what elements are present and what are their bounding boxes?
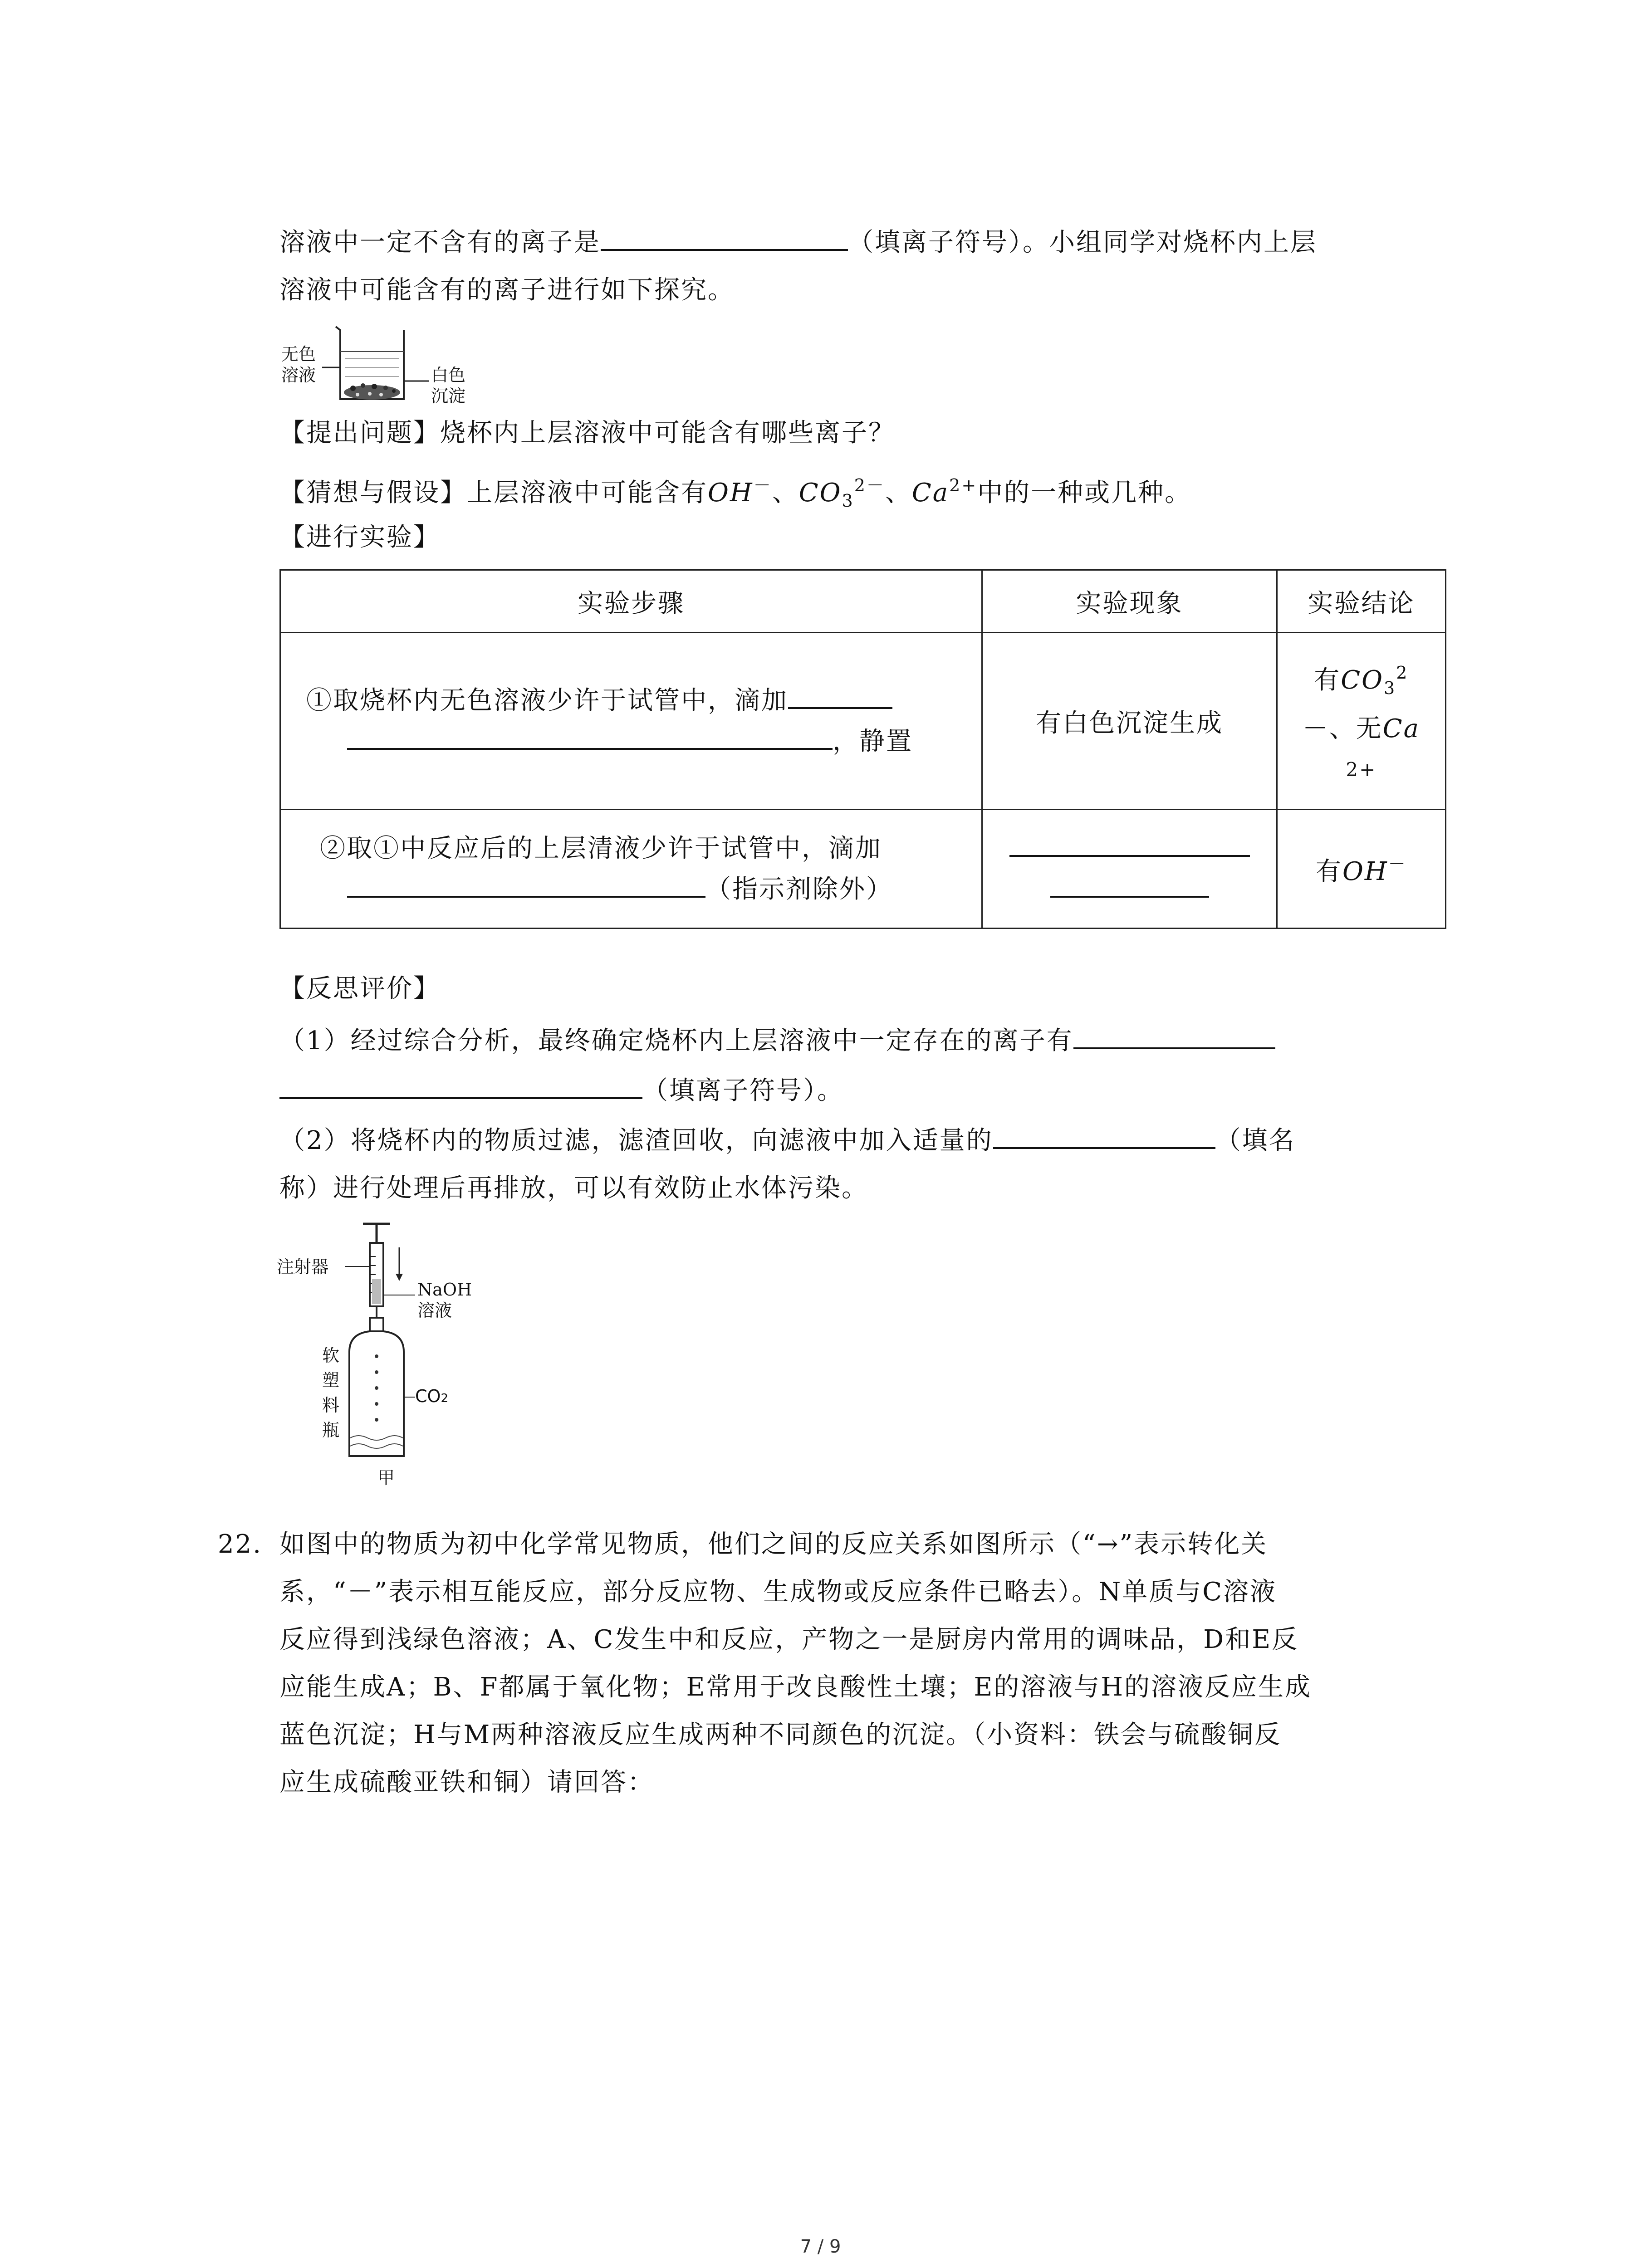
label-white: 白色 [431, 365, 466, 385]
syringe-bottle-icon [277, 1220, 531, 1492]
q22-line: 蓝色沉淀；H与M两种溶液反应生成两种不同颜色的沉淀。（小资料：铁会与硫酸铜反 [279, 1720, 1282, 1750]
label-colorless: 无色 [281, 344, 316, 364]
apparatus-figure [277, 1220, 531, 1492]
text: （填离子符号）。 [642, 1076, 844, 1105]
text: CO [415, 1386, 441, 1406]
header-phenomenon: 实验现象 [982, 570, 1277, 633]
label-solution: 溶液 [281, 365, 316, 385]
answer-blank[interactable] [347, 872, 705, 898]
label-syringe: 注射器 [277, 1257, 329, 1277]
text: （1）经过综合分析，最终确定烧杯内上层溶液中一定存在的离子有 [279, 1026, 1073, 1056]
text: ①取烧杯内无色溶液少许于试管中，滴加 [306, 685, 788, 715]
separator: 、 [772, 478, 799, 508]
section-head: 【进行实验】 [279, 523, 440, 552]
row1-step [280, 633, 982, 810]
experiment-table [279, 569, 1446, 929]
ion-ca: Ca [1382, 714, 1420, 743]
question-number: 22. [218, 1530, 263, 1559]
reflect-line-2 [279, 1073, 844, 1109]
text: 有 [1315, 857, 1342, 886]
beaker-figure [277, 318, 485, 413]
text: 溶液中一定不含有的离子是 [279, 228, 601, 257]
table-row [280, 633, 1446, 810]
label-bottle-4: 瓶 [322, 1420, 340, 1440]
figure-caption: 甲 [377, 1468, 395, 1488]
q22-line: 应生成硫酸亚铁和铜）请回答： [279, 1768, 654, 1797]
q22-line: 应能生成A；B、F都属于氧化物；E常用于改良酸性土壤；E的溶液与H的溶液反应生成 [279, 1672, 1312, 1702]
subscript: 3 [842, 491, 854, 511]
charge: 2+ [949, 475, 978, 495]
text: 称）进行处理后再排放，可以有效防止水体污染。 [279, 1173, 868, 1203]
answer-blank[interactable] [1073, 1024, 1275, 1049]
separator: 、 [885, 478, 912, 508]
ion-oh: OH [1342, 857, 1388, 886]
label-bottle-1: 软 [322, 1345, 340, 1365]
ion-ca: Ca [911, 478, 950, 508]
row2-conclusion [1277, 810, 1445, 929]
problem-line [279, 415, 895, 451]
text: ，静置 [833, 726, 913, 756]
charge: － [1388, 854, 1407, 874]
answer-blank[interactable] [601, 225, 848, 251]
label-bottle-2: 塑 [322, 1370, 340, 1390]
beaker-icon [277, 318, 485, 413]
ion-co3: CO [798, 478, 842, 508]
row1-phenomenon: 有白色沉淀生成 [982, 633, 1277, 810]
text: 、无 [1329, 714, 1383, 743]
answer-blank[interactable] [1009, 831, 1250, 857]
text: （2）将烧杯内的物质过滤，滤渣回收，向滤液中加入适量的 [279, 1126, 993, 1155]
text: （填名 [1215, 1126, 1296, 1155]
charge: － [753, 475, 772, 495]
label-naoh: NaOH [417, 1280, 472, 1300]
charge: 2－ [854, 475, 885, 495]
reflect-head [279, 971, 440, 1007]
hypothesis-line [279, 467, 1191, 519]
row2-step [280, 810, 982, 929]
experiment-head [279, 519, 440, 556]
text: 溶液中可能含有的离子进行如下探究。 [279, 275, 735, 305]
charge: 2+ [1346, 758, 1377, 781]
answer-blank[interactable] [993, 1124, 1215, 1149]
header-conclusion: 实验结论 [1277, 570, 1445, 633]
charge: 2 [1396, 662, 1409, 683]
answer-blank[interactable] [347, 724, 833, 750]
text-line-1 [279, 225, 1317, 261]
answer-blank[interactable] [788, 684, 892, 709]
table-header-row [280, 570, 1446, 633]
reflect-line-4 [279, 1170, 868, 1207]
text: （填离子符号）。小组同学对烧杯内上层 [848, 228, 1317, 257]
charge: － [1302, 714, 1329, 743]
ion-oh: OH [708, 478, 754, 508]
text: 有 [1314, 665, 1341, 695]
text: （指示剂除外） [705, 874, 893, 904]
subscript: 3 [1384, 678, 1396, 698]
label-precipitate: 沉淀 [431, 386, 466, 406]
label-bottle-3: 料 [322, 1395, 340, 1415]
reflect-line-3 [279, 1123, 1296, 1159]
text: ②取①中反应后的上层清液少许于试管中，滴加 [320, 833, 882, 863]
q22-line: 系，“－”表示相互能反应，部分反应物、生成物或反应条件已略去）。N单质与C溶液 [279, 1577, 1277, 1607]
text: 中的一种或几种。 [977, 478, 1192, 508]
section-head: 【提出问题】 [279, 418, 440, 448]
row1-conclusion [1277, 633, 1445, 810]
section-head: 【猜想与假设】 [279, 478, 467, 508]
text: 烧杯内上层溶液中可能含有哪些离子？ [440, 418, 895, 448]
q22-line: 反应得到浅绿色溶液；A、C发生中和反应，产物之一是厨房内常用的调味品，D和E反 [279, 1625, 1299, 1654]
answer-blank[interactable] [279, 1074, 642, 1099]
subscript: 2 [441, 1392, 448, 1405]
page-number: 7 / 9 [800, 2236, 841, 2257]
ion-co3: CO [1341, 665, 1384, 695]
label-naoh-solution: 溶液 [417, 1300, 452, 1320]
row2-phenomenon [982, 810, 1277, 929]
answer-blank[interactable] [1050, 872, 1209, 898]
q22-line: 如图中的物质为初中化学常见物质，他们之间的反应关系如图所示（“→”表示转化关 [279, 1530, 1268, 1559]
header-steps: 实验步骤 [280, 570, 982, 633]
reflect-line-1 [279, 1023, 1275, 1059]
text: 上层溶液中可能含有 [467, 478, 708, 508]
section-head: 【反思评价】 [279, 974, 440, 1003]
text-line-2 [279, 272, 735, 308]
table-row [280, 810, 1446, 929]
